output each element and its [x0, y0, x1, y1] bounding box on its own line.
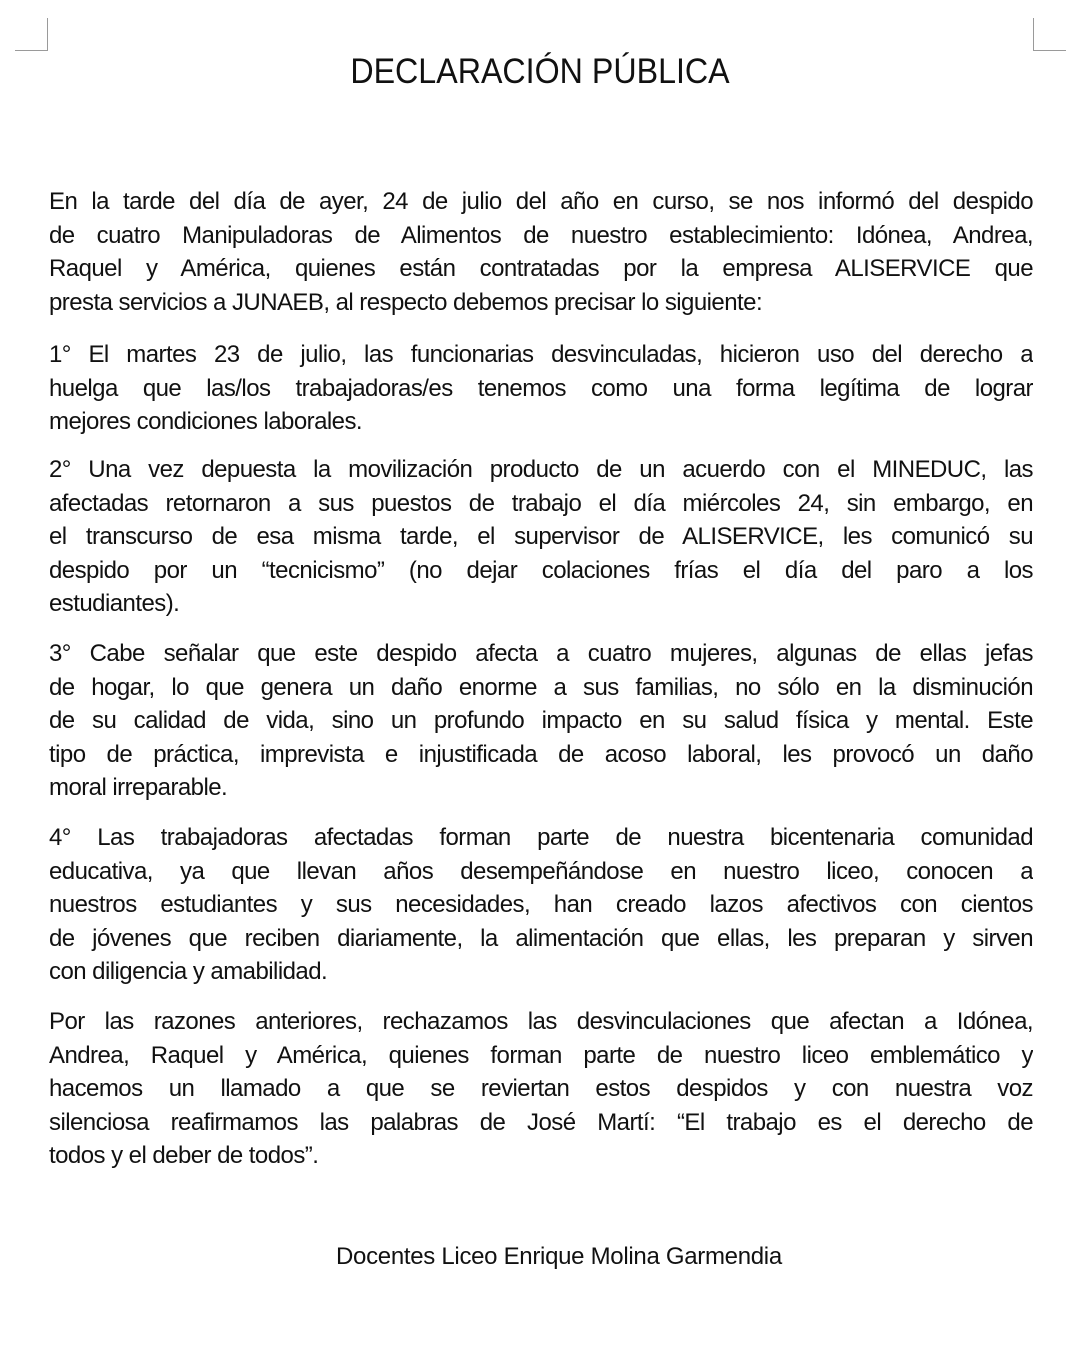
paragraph-line: 3° Cabe señalar que este despido afecta a cuatro mujeres, algunas de ellas jefas — [49, 640, 1033, 667]
document-title: DECLARACIÓN PÚBLICA — [350, 52, 730, 91]
paragraph-line: de cuatro Manipuladoras de Alimentos de nuestro establecimiento: Idónea, Andrea, — [49, 221, 1033, 249]
paragraph-line: 1° El martes 23 de julio, las funcionarias desvinculadas, hicieron uso del derecho a — [49, 341, 1033, 368]
paragraph — [49, 453, 1033, 621]
paragraph-line: silenciosa reafirmamos las palabras de José Martí: “El trabajo es el derecho de — [49, 1108, 1033, 1136]
paragraph-line: de hogar, lo que genera un daño enorme a sus familias, no sólo en la disminución — [49, 673, 1033, 701]
paragraph-line: tipo de práctica, imprevista e injustificada de acoso laboral, les provocó un daño — [49, 740, 1033, 768]
paragraph-line: educativa, ya que llevan años desempeñándose en nuestro liceo, conocen a — [49, 857, 1033, 885]
paragraph-line: Por las razones anteriores, rechazamos las desvinculaciones que afectan a Idónea, — [49, 1008, 1033, 1035]
page-corner-mark-top-left — [15, 18, 48, 51]
paragraph-line: huelga que las/los trabajadoras/es tenemos como una forma legítima de lograr — [49, 374, 1033, 402]
paragraph — [49, 637, 1033, 805]
paragraph-line: presta servicios a JUNAEB, al respecto debemos precisar lo siguiente: — [49, 288, 763, 316]
paragraph-line: Raquel y América, quienes están contratadas por la empresa ALISERVICE que — [49, 255, 1033, 282]
paragraph-line: todos y el deber de todos”. — [49, 1142, 319, 1169]
page-corner-mark-top-right — [1033, 18, 1066, 51]
paragraph-line: moral irreparable. — [49, 774, 228, 801]
paragraph-line: hacemos un llamado a que se reviertan estos despidos y con nuestra voz — [49, 1075, 1033, 1102]
paragraph — [49, 338, 1033, 439]
paragraph-line: con diligencia y amabilidad. — [49, 958, 328, 985]
paragraph-line: 4° Las trabajadoras afectadas forman parte de nuestra bicentenaria comunidad — [49, 824, 1033, 851]
paragraph-line: el transcurso de esa misma tarde, el supervisor de ALISERVICE, les comunicó su — [49, 523, 1033, 550]
paragraph-line: Andrea, Raquel y América, quienes forman parte de nuestro liceo emblemático y — [49, 1041, 1033, 1069]
paragraph — [49, 821, 1033, 989]
paragraph-line: nuestros estudiantes y sus necesidades, han creado lazos afectivos con cientos — [49, 891, 1033, 918]
paragraph-line: mejores condiciones laborales. — [49, 408, 363, 435]
paragraph — [49, 185, 1033, 319]
paragraph-line: En la tarde del día de ayer, 24 de julio del año en curso, se nos informó del despido — [49, 188, 1033, 215]
paragraph-line: despido por un “tecnicismo” (no dejar colaciones frías el día del paro a los — [49, 556, 1033, 584]
paragraph-line: 2° Una vez depuesta la movilización producto de un acuerdo con el MINEDUC, las — [49, 456, 1033, 483]
signature: Docentes Liceo Enrique Molina Garmendia — [336, 1243, 782, 1270]
paragraph-line: de su calidad de vida, sino un profundo impacto en su salud física y mental. Este — [49, 707, 1033, 734]
paragraph-line: afectadas retornaron a sus puestos de trabajo el día miércoles 24, sin embargo, en — [49, 489, 1033, 517]
paragraph-line: estudiantes). — [49, 590, 180, 617]
paragraph-line: de jóvenes que reciben diariamente, la alimentación que ellas, les preparan y sirven — [49, 924, 1033, 952]
paragraph — [49, 1005, 1033, 1173]
